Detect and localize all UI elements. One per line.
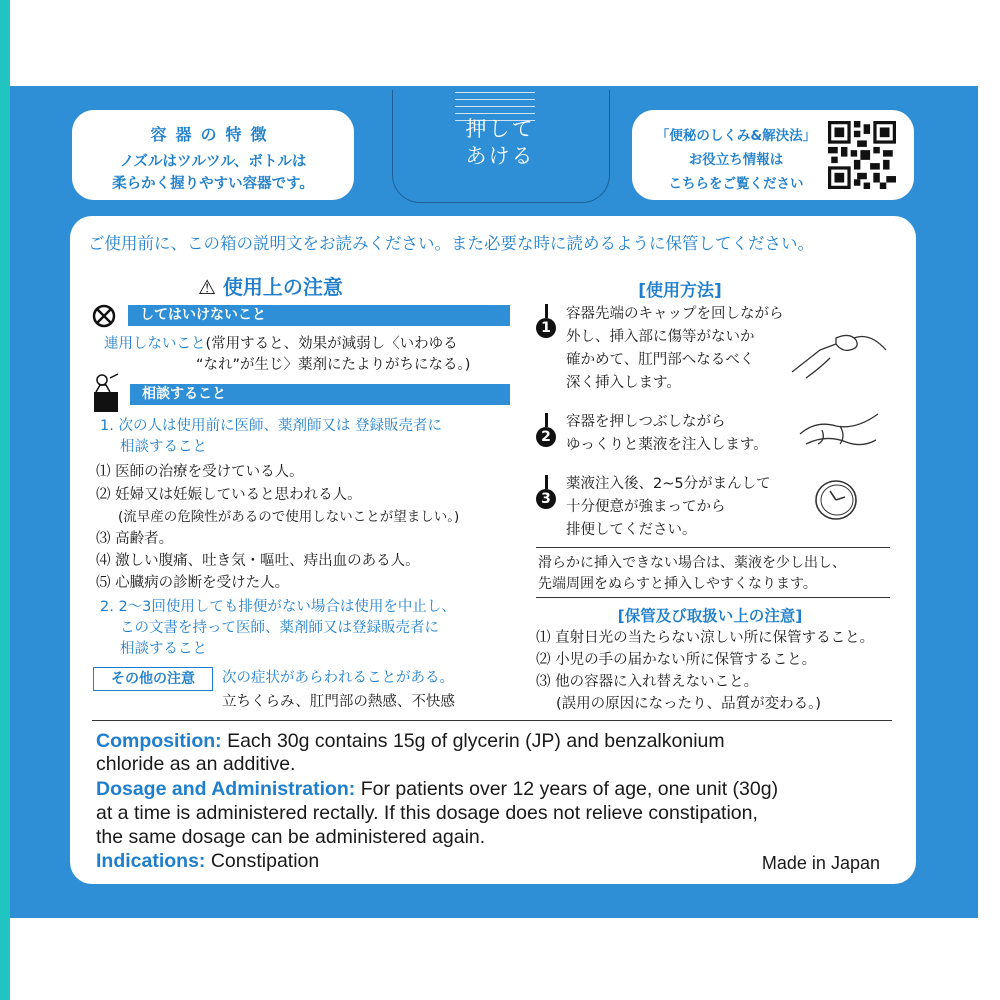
consult-sub-1: ⑴ 医師の治療を受けている人。 <box>96 464 304 480</box>
section-divider <box>92 720 892 721</box>
consult-item2-line2: この文書を持って医師、薬剤師又は登録販売者に <box>120 620 439 636</box>
step1-tail <box>545 304 548 318</box>
step2-line1: 容器を押しつぶしながら <box>566 414 726 430</box>
squeeze-illustration-icon <box>796 404 882 456</box>
dosage-line3: the same dosage can be administered again. <box>96 826 486 848</box>
step2-number: 2 <box>536 427 556 447</box>
step1-line3: 確かめて、肛門部へなるべく <box>566 352 755 368</box>
dont-label-bar: してはいけないこと <box>128 305 510 326</box>
step3-line3: 排便してください。 <box>566 522 697 538</box>
step3-tail <box>545 475 548 489</box>
step3-number: 3 <box>536 489 556 509</box>
clock-icon <box>812 478 860 522</box>
dosage-line1 <box>96 778 778 801</box>
prohibited-icon <box>92 304 116 328</box>
step1-number: 1 <box>536 318 556 338</box>
step2-tail <box>545 413 548 427</box>
push-tab-line-2: あける <box>465 144 535 168</box>
dosage-line2: at a time is administered rectally. If this dosage does not relieve constipation, <box>96 802 758 824</box>
consult-sub-3: ⑶ 高齢者。 <box>96 531 174 547</box>
indications-text: Constipation <box>205 850 320 872</box>
dont-line-2: “なれ”が生じ〉薬剤にたよりがちになる。) <box>196 357 471 373</box>
warning-icon: ⚠ <box>198 275 216 299</box>
other-caution-line1: 次の症状があらわれることがある。 <box>222 670 454 686</box>
cautions-heading <box>198 271 343 300</box>
usage-divider-2 <box>536 597 890 598</box>
usage-note-line2: 先端周囲をぬらすと挿入しやすくなります。 <box>538 576 817 592</box>
storage-item-3-note: (誤用の原因になったり、品質が変わる。) <box>556 696 822 712</box>
dosage-label: Dosage and Administration: <box>96 778 356 800</box>
made-in-japan: Made in Japan <box>761 853 880 873</box>
consult-item1-line2: 相談すること <box>120 439 207 455</box>
consult-item1-line1: 1. 次の人は使用前に医師、薬剤師又は 登録販売者に <box>100 418 443 434</box>
intro-text: ご使用前に、この箱の説明文をお読みください。また必要な時に読めるように保管してください。 <box>88 234 814 253</box>
consult-sub-4: ⑷ 激しい腹痛、吐き気・嘔吐、痔出血のある人。 <box>96 553 420 569</box>
composition-line2: chloride as an additive. <box>96 753 296 775</box>
dosage-text1: For patients over 12 years of age, one unit (30g) <box>355 778 779 800</box>
edge-strip <box>0 0 10 1000</box>
cautions-title: 使用上の注意 <box>222 275 343 299</box>
storage-item-2: ⑵ 小児の手の届かない所に保管すること。 <box>536 652 817 668</box>
consult-item2-line1: 2. 2〜3回使用しても排便がない場合は使用を中止し、 <box>100 599 456 615</box>
dont-emphasis: 連用しないこと <box>104 336 206 352</box>
consult-sub-2: ⑵ 妊婦又は妊娠していると思われる人。 <box>96 487 362 503</box>
dont-line-1 <box>104 334 458 354</box>
step1-line1: 容器先端のキャップを回しながら <box>566 306 784 322</box>
step1-line2: 外し、挿入部に傷等がないか <box>566 329 755 345</box>
composition-label: Composition: <box>96 730 222 752</box>
push-tab-label[interactable] <box>440 116 560 170</box>
usage-note-line1: 滑らかに挿入できない場合は、薬液を少し出し、 <box>538 555 846 571</box>
usage-divider-1 <box>536 547 890 548</box>
qr-line-1: 「便秘のしくみ&解決法」 <box>655 128 817 144</box>
step1-line4: 深く挿入します。 <box>566 375 681 391</box>
other-caution-label: その他の注意 <box>93 667 213 691</box>
step3-line1: 薬液注入後、2~5分がまんして <box>566 476 771 492</box>
insert-illustration-icon <box>790 328 890 380</box>
feature-line-2: 柔らかく握りやすい容器です。 <box>112 176 314 192</box>
storage-title: [保管及び取扱い上の注意] <box>617 607 803 625</box>
indications-line <box>96 850 319 873</box>
storage-item-1: ⑴ 直射日光の当たらない涼しい所に保管すること。 <box>536 630 875 646</box>
consult-sub-5: ⑸ 心臓病の診断を受けた人。 <box>96 575 290 591</box>
composition-text1: Each 30g contains 15g of glycerin (JP) and benzalkonium <box>221 730 725 752</box>
qr-line-3: こちらをご覧ください <box>668 176 804 192</box>
composition-line1 <box>96 730 725 753</box>
storage-item-3: ⑶ 他の容器に入れ替えないこと。 <box>536 674 759 690</box>
consult-person-icon <box>92 372 122 412</box>
consult-label-bar: 相談すること <box>130 384 510 405</box>
qr-line-2: お役立ち情報は <box>688 152 784 168</box>
feature-line-1: ノズルはツルツル、ボトルは <box>119 154 307 170</box>
indications-label: Indications: <box>96 850 206 872</box>
qr-code-icon[interactable] <box>828 121 896 189</box>
feature-box <box>72 110 354 200</box>
dont-line-1-rest: (常用すると、効果が減弱し〈いわゆる <box>205 336 458 352</box>
feature-title: 容器の特徴 <box>150 125 276 144</box>
consult-item2-line3: 相談すること <box>120 641 207 657</box>
other-caution-line2: 立ちくらみ、肛門部の熱感、不快感 <box>222 694 455 710</box>
step2-line2: ゆっくりと薬液を注入します。 <box>566 437 768 453</box>
usage-title: [使用方法] <box>638 281 722 301</box>
push-tab-line-1: 押して <box>465 117 535 141</box>
consult-sub-2-note: (流早産の危険性があるので使用しないことが望ましい。) <box>118 509 460 525</box>
step3-line2: 十分便意が強まってから <box>566 499 726 515</box>
